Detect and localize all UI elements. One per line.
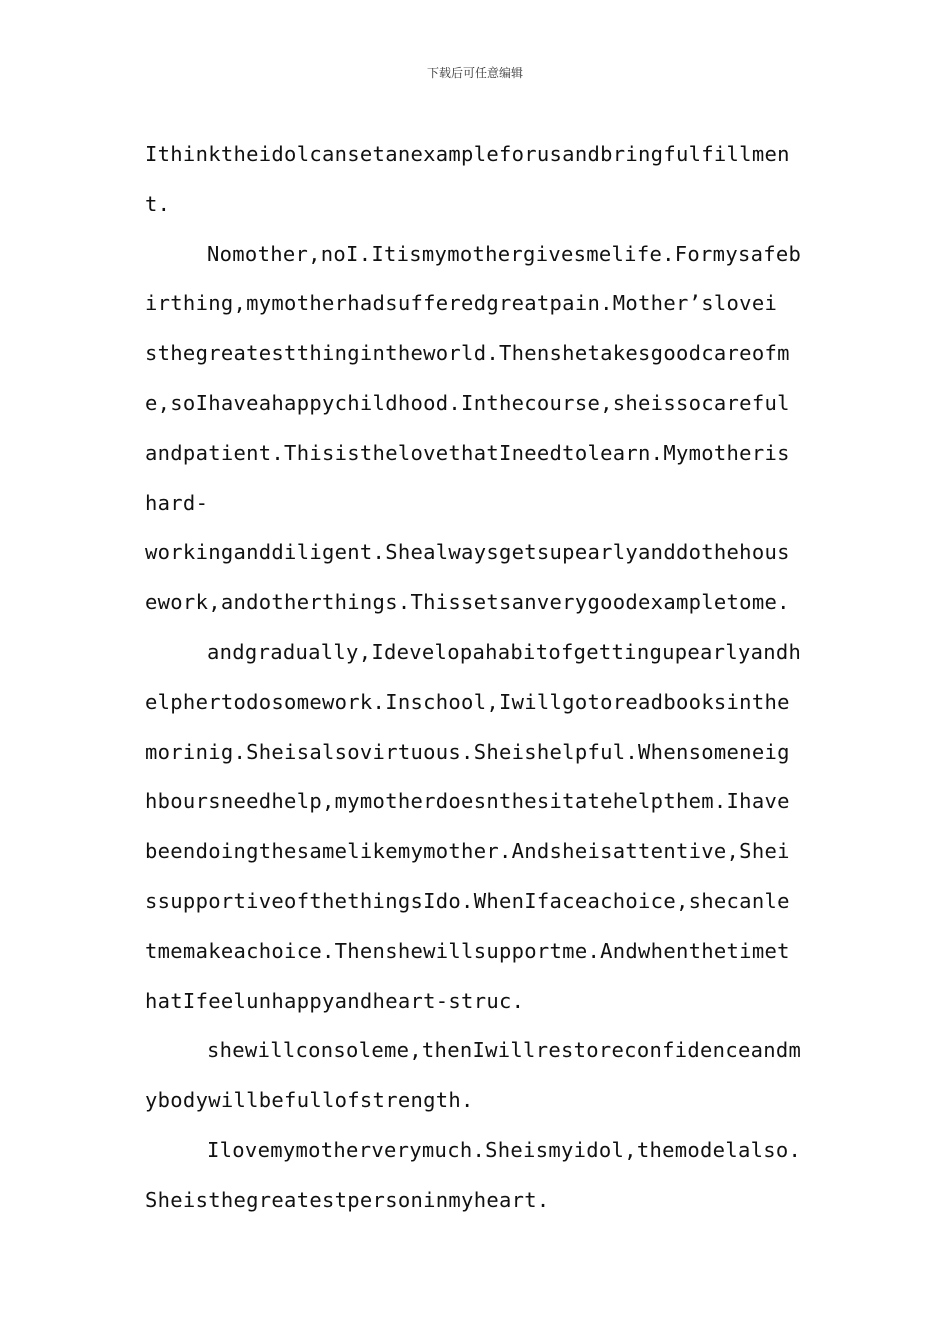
body-line: Sheisthegreatestpersoninmyheart. [145, 1187, 550, 1212]
body-line: andpatient.ThisisthelovethatIneedtolearn.Mymotheris [145, 440, 790, 465]
body-line: irthing,mymotherhadsufferedgreatpain.Mother’slovei [145, 291, 778, 316]
body-line: beendoingthesamelikemymother.Andsheisattentive,Shei [145, 839, 790, 864]
body-line: elphertodosomework.Inschool,Iwillgotoreadbooksinthe [145, 689, 790, 714]
body-line: andgradually,Idevelopahabitofgettingupearlyandh [207, 639, 802, 664]
body-line: ework,andotherthings.Thissetsanverygoodexampletome. [145, 590, 790, 615]
body-line: sthegreatestthingintheworld.Thenshetakesgoodcareofm [145, 341, 790, 366]
body-line: Nomother,noI.Itismymothergivesmelife.Formysafeb [207, 241, 802, 266]
body-line: hboursneedhelp,mymotherdoesnthesitatehelpthem.Ihave [145, 789, 790, 814]
body-line: hatIfeelunhappyandheart-struc. [145, 988, 525, 1013]
body-line: workinganddiligent.Shealwaysgetsupearlyanddothehous [145, 540, 790, 565]
page-header: 下载后可任意编辑 [426, 66, 523, 80]
body-line: tmemakeachoice.Thenshewillsupportme.Andwhenthetimet [145, 938, 790, 963]
body-line: morinig.Sheisalsovirtuous.Sheishelpful.Whensomeneig [145, 739, 790, 764]
body-line: shewillconsoleme,thenIwillrestoreconfidenceandm [207, 1038, 802, 1063]
body-line: ybodywillbefullofstrength. [145, 1088, 474, 1113]
body-line: Ilovemymotherverymuch.Sheismyidol,themodelalso. [207, 1137, 802, 1162]
body-line: hard- [145, 490, 209, 515]
document-body [145, 130, 810, 1226]
body-line: t. [145, 191, 171, 216]
body-line: ssupportiveofthethingsIdo.WhenIfaceachoice,shecanle [145, 888, 790, 913]
body-line: e,soIhaveahappychildhood.Inthecourse,sheissocareful [145, 390, 790, 415]
body-line: Ithinktheidolcansetanexampleforusandbringfulfillmen [145, 142, 790, 166]
